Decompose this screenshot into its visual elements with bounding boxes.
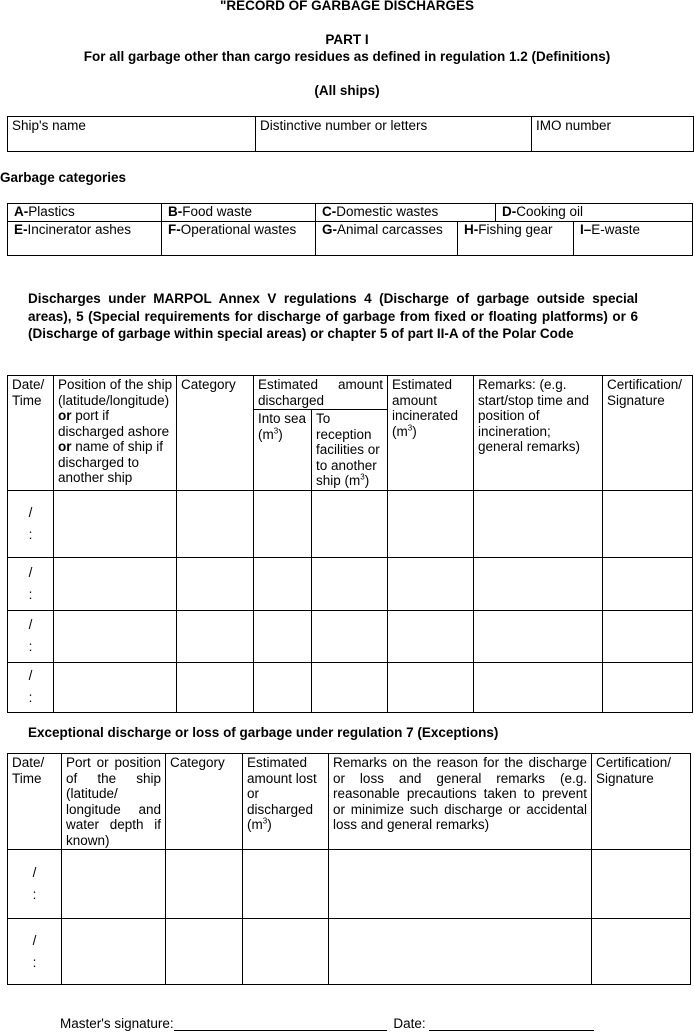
col-datetime: Date/ Time xyxy=(8,376,54,491)
master-signature-label: Master's signature: xyxy=(60,1016,174,1031)
ex-col-amount: Estimated amount lost or discharged $(m^3)$ xyxy=(243,754,329,850)
table-row xyxy=(8,490,693,557)
table-row xyxy=(8,850,691,919)
exceptional-heading: Exceptional discharge or loss of garbage under regulation 7 (Exceptions) xyxy=(28,725,499,740)
categories-table xyxy=(7,203,693,256)
ex-col-remarks: Remarks on the reason for the discharge or loss and general remarks (e.g. reasonable precautions taken to prevent or minimize such discharge or accidental loss and general remarks) xyxy=(329,754,592,850)
ship-name-label: Ship's name xyxy=(12,118,86,133)
col-position: Position of the ship (latitude/longitude) or port if discharged ashore or name of ship if discharged to another ship xyxy=(54,376,177,491)
category-e: E-Incinerator ashes xyxy=(14,222,132,237)
category-i: I–E-waste xyxy=(580,222,641,237)
ship-info-table xyxy=(7,116,694,152)
datetime-cell[interactable]: / : xyxy=(8,919,62,985)
discharges-table xyxy=(7,375,693,713)
ship-name-cell[interactable] xyxy=(8,117,256,152)
imo-number-label: IMO number xyxy=(536,118,612,133)
datetime-cell[interactable]: / : xyxy=(8,850,62,919)
ex-col-category: Category xyxy=(166,754,243,850)
discharges-heading: Discharges under MARPOL Annex V regulations 4 (Discharge of garbage outside special areas), 5 (Special requirements for discharge of garbage from fixed or floating platforms) or 6 (Discharge of garbage within special areas) or chapter 5 of part II-A of the Polar Code xyxy=(28,291,638,341)
imo-number-cell[interactable] xyxy=(532,117,694,152)
distinctive-number-label: Distinctive number or letters xyxy=(260,118,428,133)
col-certification: Certification/ Signature xyxy=(603,376,693,491)
table-row xyxy=(8,610,693,662)
col-estimated-discharged: Estimated amount discharged xyxy=(254,376,388,410)
table-row xyxy=(8,919,691,985)
ex-col-datetime: Date/ Time xyxy=(8,754,62,850)
datetime-cell[interactable]: / : xyxy=(8,490,54,557)
category-b: B-Food waste xyxy=(168,204,253,219)
date-label: Date: xyxy=(393,1016,426,1031)
category-g: G-Animal carcasses xyxy=(322,222,443,237)
document-title: "RECORD OF GARBAGE DISCHARGES xyxy=(220,0,474,13)
col-to-reception: To reception facilities or to another ship $(m^3)$ xyxy=(312,410,388,491)
ex-col-position: Port or position of the ship (latitude/ longitude and water depth if known) xyxy=(62,754,166,850)
datetime-cell[interactable]: / : xyxy=(8,557,54,610)
footer-signature-line xyxy=(60,1016,594,1031)
col-category: Category xyxy=(177,376,254,491)
distinctive-number-cell[interactable] xyxy=(256,117,532,152)
table-row xyxy=(8,557,693,610)
col-incinerated: Estimated amount incinerated $(m^3)$ xyxy=(388,376,474,491)
category-h: H-Fishing gear xyxy=(464,222,553,237)
datetime-cell[interactable]: / : xyxy=(8,662,54,712)
datetime-cell[interactable]: / : xyxy=(8,610,54,662)
col-remarks: Remarks: (e.g. start/stop time and position of incineration; general remarks) xyxy=(474,376,603,491)
category-d: D-Cooking oil xyxy=(502,204,584,219)
exceptional-table xyxy=(7,753,691,985)
category-a: A-Plastics xyxy=(14,204,75,219)
part-heading: PART I xyxy=(325,32,369,47)
ex-col-certification: Certification/ Signature xyxy=(592,754,691,850)
col-into-sea: Into sea $(m^3)$ xyxy=(254,410,312,491)
table-row xyxy=(8,662,693,712)
category-c: C-Domestic wastes xyxy=(322,204,439,219)
category-f: F-Operational wastes xyxy=(168,222,297,237)
date-field[interactable] xyxy=(429,1030,594,1031)
garbage-categories-heading: Garbage categories xyxy=(0,170,127,185)
scope-label: (All ships) xyxy=(314,83,380,98)
part-subtitle: For all garbage other than cargo residues as defined in regulation 1.2 (Definitions) xyxy=(83,49,611,64)
master-signature-field[interactable] xyxy=(174,1030,387,1031)
